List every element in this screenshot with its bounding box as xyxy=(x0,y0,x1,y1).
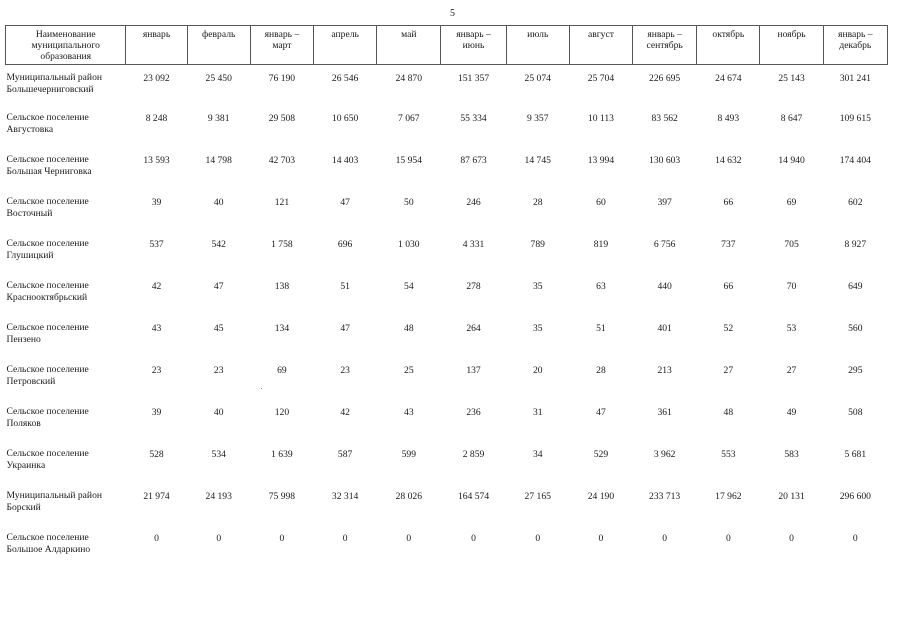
value-cell: 63 xyxy=(596,280,606,292)
municipality-name xyxy=(6,364,126,406)
value-cell: 51 xyxy=(340,280,350,292)
value-cell: 23 xyxy=(213,364,224,376)
value-cell: 47 xyxy=(596,406,606,418)
value-cell: 361 xyxy=(657,406,672,418)
value-cell: 42 xyxy=(340,406,350,418)
municipality-name-line: Сельское поселение xyxy=(6,363,89,375)
value-cell: 0 xyxy=(406,532,412,544)
table-row xyxy=(6,490,888,532)
value-cell: 66 xyxy=(723,196,734,208)
value-cell: 51 xyxy=(596,322,606,334)
column-header-line: январь – xyxy=(647,29,682,40)
value-cell: 9 381 xyxy=(207,112,230,124)
column-header xyxy=(314,26,377,65)
municipality-name-line: Большечерниговский xyxy=(6,84,94,95)
value-cell: 13 994 xyxy=(587,154,615,166)
table-row xyxy=(6,65,888,112)
value-cell: 602 xyxy=(848,196,863,208)
value-cell: 48 xyxy=(723,406,734,418)
column-header-line: образования xyxy=(40,51,91,62)
column-header xyxy=(187,26,250,65)
value-cell: 25 074 xyxy=(524,73,551,84)
value-cell: 120 xyxy=(274,406,290,418)
value-cell: 23 xyxy=(151,364,162,376)
column-header xyxy=(633,26,697,65)
column-header-line: январь – xyxy=(456,29,491,40)
value-cell: 14 745 xyxy=(524,154,551,166)
value-cell: 69 xyxy=(277,364,287,376)
column-header-name xyxy=(6,26,126,65)
value-cell: 226 695 xyxy=(649,73,681,84)
column-header-line: июнь xyxy=(462,40,485,51)
value-cell: 47 xyxy=(340,322,350,334)
municipality-name-line: Пензено xyxy=(6,333,41,345)
value-cell: 534 xyxy=(211,448,226,460)
column-header-line: февраль xyxy=(202,29,236,40)
value-cell: 27 xyxy=(723,364,734,376)
value-cell: 69 xyxy=(786,196,797,208)
column-header-line: август xyxy=(587,29,614,40)
table-row xyxy=(6,532,888,574)
value-cell: 55 334 xyxy=(460,112,487,124)
value-cell: 35 xyxy=(532,280,543,292)
value-cell: 17 962 xyxy=(715,490,742,502)
column-header xyxy=(697,26,760,65)
value-cell: 0 xyxy=(852,532,858,544)
value-cell: 50 xyxy=(404,196,414,208)
value-cell: 27 xyxy=(786,364,797,376)
table-row xyxy=(6,196,888,238)
column-header-line: январь – xyxy=(838,29,873,40)
value-cell: 696 xyxy=(337,238,353,250)
value-cell: 5 681 xyxy=(844,448,867,460)
column-header xyxy=(441,26,506,65)
value-cell: 9 357 xyxy=(526,112,549,124)
value-cell: 7 067 xyxy=(398,112,420,124)
value-cell: 24 190 xyxy=(587,490,615,502)
municipality-name xyxy=(6,280,126,322)
table-row xyxy=(6,238,888,280)
value-cell: 70 xyxy=(786,280,797,292)
value-cell: 0 xyxy=(535,532,541,544)
value-cell: 28 026 xyxy=(395,490,423,502)
value-cell: 138 xyxy=(274,280,290,292)
municipality-name-line: Петровский xyxy=(6,375,56,387)
value-cell: 0 xyxy=(342,532,348,544)
value-cell: 75 998 xyxy=(268,490,296,502)
municipality-name-line: Муниципальный район xyxy=(6,489,102,501)
scan-speck xyxy=(261,388,262,389)
table-row xyxy=(6,364,888,406)
value-cell: 130 603 xyxy=(649,154,681,166)
table-row xyxy=(6,112,888,154)
column-header-line: ноябрь xyxy=(777,29,806,40)
value-cell: 24 674 xyxy=(715,73,742,84)
table-row xyxy=(6,280,888,322)
value-cell: 264 xyxy=(466,322,481,334)
value-cell: 0 xyxy=(279,532,285,544)
value-cell: 0 xyxy=(216,532,222,544)
column-header-line: декабрь xyxy=(839,40,872,51)
municipality-name-line: Восточный xyxy=(6,207,53,219)
value-cell: 20 xyxy=(532,364,543,376)
table-row xyxy=(6,154,888,196)
value-cell: 24 193 xyxy=(205,490,232,502)
value-cell: 43 xyxy=(404,406,414,418)
municipality-name-line: Сельское поселение xyxy=(6,531,89,543)
value-cell: 25 xyxy=(404,364,414,376)
value-cell: 0 xyxy=(789,532,794,544)
value-cell: 599 xyxy=(401,448,417,460)
value-cell: 233 713 xyxy=(649,490,681,502)
value-cell: 1 758 xyxy=(271,238,293,250)
municipality-name-line: Краснооктябрьский xyxy=(6,291,88,303)
value-cell: 174 404 xyxy=(839,154,871,166)
page-number: 5 xyxy=(450,8,455,19)
value-cell: 137 xyxy=(466,364,481,376)
municipality-name xyxy=(6,196,126,238)
value-cell: 301 241 xyxy=(839,73,871,84)
table-row xyxy=(6,406,888,448)
value-cell: 1 030 xyxy=(398,238,420,250)
value-cell: 4 331 xyxy=(462,238,485,250)
value-cell: 8 647 xyxy=(780,112,803,124)
value-cell: 83 562 xyxy=(651,112,678,124)
value-cell: 53 xyxy=(786,322,797,334)
value-cell: 28 xyxy=(596,364,606,376)
value-cell: 537 xyxy=(149,238,164,250)
municipality-name-line: Поляков xyxy=(6,417,41,429)
value-cell: 0 xyxy=(154,532,159,544)
value-cell: 587 xyxy=(337,448,353,460)
value-cell: 40 xyxy=(213,196,224,208)
municipality-name xyxy=(6,112,126,154)
value-cell: 1 639 xyxy=(271,448,293,460)
value-cell: 10 650 xyxy=(331,112,359,124)
value-cell: 39 xyxy=(151,406,162,418)
value-cell: 737 xyxy=(721,238,736,250)
value-cell: 542 xyxy=(211,238,226,250)
value-cell: 440 xyxy=(657,280,672,292)
value-cell: 236 xyxy=(466,406,481,418)
value-cell: 42 xyxy=(151,280,162,292)
municipality-name xyxy=(6,406,126,448)
value-cell: 151 357 xyxy=(457,73,490,84)
value-cell: 164 574 xyxy=(457,490,490,502)
value-cell: 14 403 xyxy=(331,154,359,166)
column-header xyxy=(823,26,887,65)
column-header-line: сентябрь xyxy=(646,40,683,51)
municipality-name-line: Борский xyxy=(6,501,41,513)
value-cell: 47 xyxy=(213,280,224,292)
municipality-name-line: Большое Алдаркино xyxy=(6,543,91,555)
value-cell: 52 xyxy=(723,322,734,334)
value-cell: 560 xyxy=(848,322,863,334)
value-cell: 401 xyxy=(657,322,672,334)
municipality-name xyxy=(6,154,126,196)
value-cell: 528 xyxy=(149,448,164,460)
value-cell: 296 600 xyxy=(839,490,871,502)
value-cell: 0 xyxy=(725,532,731,544)
value-cell: 48 xyxy=(404,322,414,334)
table-header-row xyxy=(6,26,888,65)
value-cell: 25 704 xyxy=(587,73,615,84)
column-header xyxy=(760,26,823,65)
value-cell: 28 xyxy=(532,196,543,208)
value-cell: 14 632 xyxy=(715,154,742,166)
table-row xyxy=(6,322,888,364)
municipality-name xyxy=(6,322,126,364)
value-cell: 34 xyxy=(532,448,543,460)
value-cell: 20 131 xyxy=(778,490,805,502)
value-cell: 54 xyxy=(404,280,414,292)
municipality-name-line: Сельское поселение xyxy=(6,447,89,459)
value-cell: 6 756 xyxy=(653,238,676,250)
value-cell: 3 962 xyxy=(653,448,676,460)
municipality-name xyxy=(6,490,126,532)
value-cell: 8 493 xyxy=(717,112,740,124)
municipality-name-line: Сельское поселение xyxy=(6,237,89,249)
value-cell: 8 927 xyxy=(844,238,867,250)
column-header xyxy=(250,26,313,65)
value-cell: 39 xyxy=(151,196,162,208)
value-cell: 121 xyxy=(274,196,290,208)
value-cell: 508 xyxy=(848,406,863,418)
column-header-line: муниципального xyxy=(31,40,100,51)
table-row xyxy=(6,448,888,490)
value-cell: 26 546 xyxy=(331,73,359,84)
value-cell: 109 615 xyxy=(839,112,871,124)
value-cell: 134 xyxy=(274,322,290,334)
municipality-name-line: Украинка xyxy=(6,459,46,471)
value-cell: 213 xyxy=(657,364,672,376)
value-cell: 25 450 xyxy=(205,73,232,84)
municipality-name-line: Глушицкий xyxy=(6,249,54,261)
value-cell: 87 673 xyxy=(460,154,487,166)
column-header xyxy=(569,26,632,65)
municipality-name xyxy=(6,532,126,574)
value-cell: 295 xyxy=(848,364,863,376)
column-header xyxy=(377,26,441,65)
column-header-line: июль xyxy=(527,29,549,40)
value-cell: 29 508 xyxy=(268,112,296,124)
column-header-line: март xyxy=(272,40,292,51)
column-header xyxy=(126,26,187,65)
value-cell: 14 940 xyxy=(778,154,805,166)
data-table xyxy=(5,25,888,574)
value-cell: 21 974 xyxy=(143,490,170,502)
value-cell: 529 xyxy=(593,448,609,460)
value-cell: 278 xyxy=(466,280,481,292)
value-cell: 27 165 xyxy=(524,490,551,502)
value-cell: 819 xyxy=(593,238,609,250)
table-body xyxy=(6,65,888,574)
value-cell: 2 859 xyxy=(462,448,485,460)
municipality-name-line: Сельское поселение xyxy=(6,405,89,417)
value-cell: 40 xyxy=(213,406,224,418)
value-cell: 23 092 xyxy=(143,73,170,84)
municipality-name-line: Сельское поселение xyxy=(6,279,89,291)
value-cell: 66 xyxy=(723,280,734,292)
municipality-name-line: Сельское поселение xyxy=(6,195,89,207)
municipality-name-line: Муниципальный район xyxy=(6,72,102,83)
municipality-name-line: Сельское поселение xyxy=(6,153,89,165)
value-cell: 47 xyxy=(340,196,350,208)
value-cell: 49 xyxy=(786,406,797,418)
value-cell: 0 xyxy=(598,532,604,544)
value-cell: 10 113 xyxy=(587,112,614,124)
value-cell: 35 xyxy=(532,322,543,334)
value-cell: 246 xyxy=(466,196,481,208)
column-header-line: май xyxy=(401,29,417,40)
value-cell: 583 xyxy=(784,448,799,460)
value-cell: 649 xyxy=(848,280,863,292)
value-cell: 43 xyxy=(151,322,162,334)
value-cell: 789 xyxy=(530,238,545,250)
value-cell: 24 870 xyxy=(395,73,423,84)
value-cell: 0 xyxy=(471,532,476,544)
value-cell: 42 703 xyxy=(268,154,296,166)
value-cell: 32 314 xyxy=(331,490,359,502)
municipality-name-line: Сельское поселение xyxy=(6,321,89,333)
municipality-name-line: Большая Черниговка xyxy=(6,165,92,177)
column-header-line: Наименование xyxy=(35,29,96,40)
municipality-name-line: Сельское поселение xyxy=(6,111,89,123)
value-cell: 705 xyxy=(784,238,799,250)
value-cell: 31 xyxy=(532,406,543,418)
value-cell: 76 190 xyxy=(268,73,296,84)
value-cell: 14 798 xyxy=(205,154,232,166)
value-cell: 397 xyxy=(657,196,672,208)
column-header-line: октябрь xyxy=(712,29,745,40)
municipality-name-line: Августовка xyxy=(6,123,54,135)
column-header xyxy=(506,26,569,65)
column-header-line: апрель xyxy=(331,29,359,40)
municipality-name xyxy=(6,238,126,280)
municipality-name xyxy=(6,65,126,112)
value-cell: 0 xyxy=(662,532,668,544)
value-cell: 60 xyxy=(596,196,606,208)
value-cell: 23 xyxy=(340,364,350,376)
column-header-line: январь – xyxy=(264,29,300,40)
value-cell: 45 xyxy=(213,322,224,334)
value-cell: 15 954 xyxy=(395,154,423,166)
column-header-line: январь xyxy=(142,29,171,40)
value-cell: 8 248 xyxy=(145,112,168,124)
value-cell: 25 143 xyxy=(778,73,805,84)
value-cell: 13 593 xyxy=(143,154,170,166)
municipality-name xyxy=(6,448,126,490)
value-cell: 553 xyxy=(721,448,736,460)
